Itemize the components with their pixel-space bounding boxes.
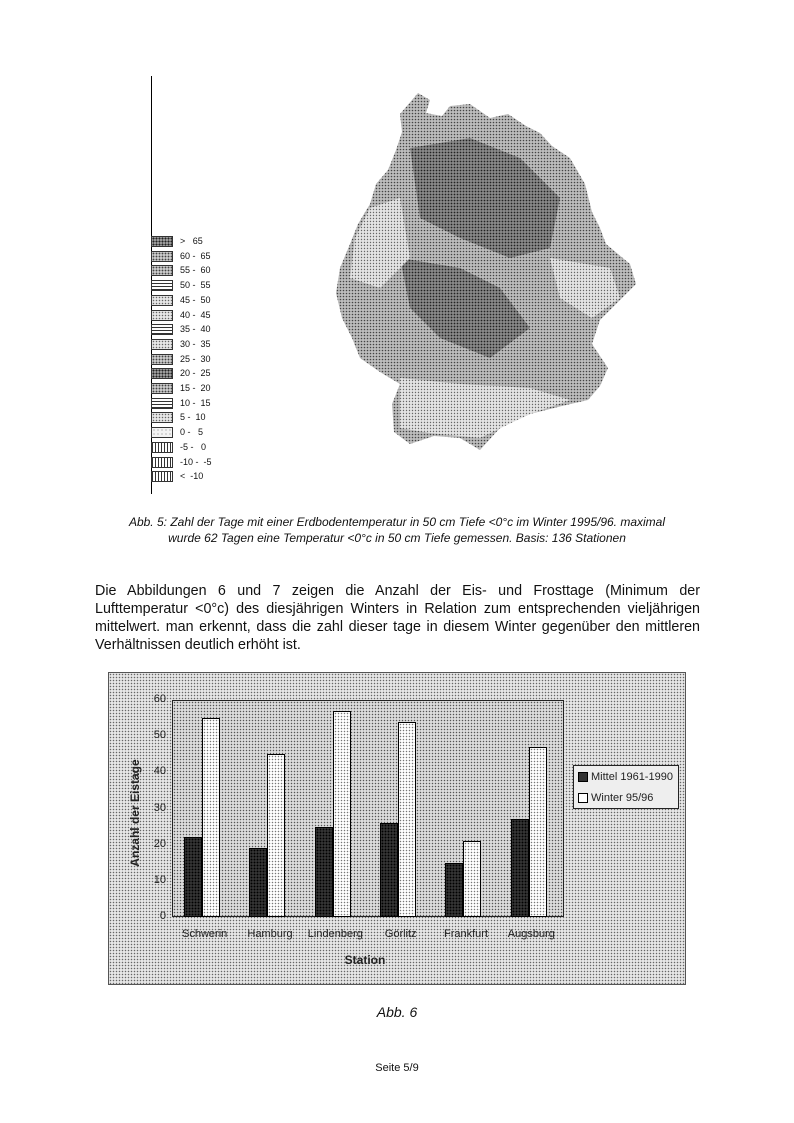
legend-range-label: -5 - 0: [180, 442, 207, 452]
legend-label-winter: Winter 95/96: [591, 792, 654, 804]
legend-range-label: 30 - 35: [180, 339, 211, 349]
legend-range-label: 35 - 40: [180, 324, 211, 334]
figure5-caption: [80, 514, 714, 546]
y-tick-label: 20: [153, 837, 166, 850]
y-tick-label: 30: [153, 801, 166, 814]
legend-swatch-winter: [578, 793, 588, 803]
x-tick-label: Augsburg: [507, 928, 555, 940]
bar-mean: [315, 827, 333, 917]
legend-swatch: [151, 339, 173, 350]
x-tick-label: Görlitz: [384, 928, 417, 940]
legend-swatch: [151, 324, 173, 335]
bar-mean: [445, 863, 463, 917]
legend-range-label: 40 - 45: [180, 310, 211, 320]
x-tick-label: Frankfurt: [443, 928, 488, 940]
y-tick-label: 60: [153, 693, 166, 705]
x-tick-label: Hamburg: [247, 928, 293, 940]
legend-swatch: [151, 295, 173, 306]
bar-mean: [380, 823, 398, 917]
legend-swatch: [151, 412, 173, 423]
x-tick-label: Schwerin: [182, 928, 228, 940]
x-axis-title: Station: [344, 953, 386, 967]
x-tick-label: Lindenberg: [307, 928, 363, 940]
bar-mean: [511, 819, 529, 917]
body-paragraph: Die Abbildungen 6 und 7 zeigen die Anzahl der Eis- und Frosttage (Minimum der Lufttemperatur <0°c) des diesjährigen Winters in Relation zum entsprechenden vieljährigen mittelwert. man erkennt, dass die zahl dieser tage in diesem Winter gegenüber den mittleren Verhältnissen deutlich erhöht ist.: [95, 583, 700, 653]
legend-range-label: 50 - 55: [180, 280, 211, 290]
legend-range-label: 45 - 50: [180, 295, 211, 305]
legend-swatch: [151, 383, 173, 394]
bar-winter: [398, 722, 416, 917]
legend-range-label: 5 - 10: [180, 412, 206, 422]
legend-swatch: [151, 398, 173, 409]
bar-winter: [333, 711, 351, 917]
legend-item-winter: [578, 792, 653, 804]
bar-mean: [184, 837, 202, 917]
legend-swatch: [151, 457, 173, 468]
legend-swatch: [151, 251, 173, 262]
legend-swatch: [151, 354, 173, 365]
figure6-caption: Abb. 6: [376, 1004, 418, 1020]
figure5-caption-line1: Abb. 5: Zahl der Tage mit einer Erdbodentemperatur in 50 cm Tiefe <0°c im Winter 1995/96. maximal: [128, 515, 666, 529]
legend-range-label: 60 - 65: [180, 251, 211, 261]
chart-legend: [573, 765, 679, 809]
legend-swatch-mean: [578, 772, 588, 782]
bar-mean: [249, 848, 267, 917]
y-axis-title: Anzahl der Eistage: [128, 759, 142, 867]
legend-range-label: 20 - 25: [180, 368, 211, 378]
legend-swatch: [151, 427, 173, 438]
y-tick-label: 10: [153, 873, 166, 886]
legend-swatch: [151, 471, 173, 482]
legend-range-label: 15 - 20: [180, 383, 211, 393]
plot-area: [172, 700, 564, 917]
legend-swatch: [151, 265, 173, 276]
legend-range-label: -10 - -5: [180, 457, 212, 467]
bar-winter: [463, 841, 481, 917]
y-tick-label: 40: [153, 765, 166, 778]
legend-swatch: [151, 280, 173, 291]
legend-item-mean: [578, 771, 673, 783]
y-tick-label: 50: [153, 729, 166, 742]
legend-range-label: > 65: [180, 236, 203, 246]
legend-range-label: 0 - 5: [180, 427, 204, 437]
germany-map: [330, 88, 650, 458]
legend-swatch: [151, 442, 173, 453]
figure5-caption-line2: wurde 62 Tagen eine Temperatur <0°c in 50 cm Tiefe gemessen. Basis: 136 Stationen: [168, 531, 626, 545]
legend-label-mean: Mittel 1961-1990: [591, 771, 673, 783]
legend-swatch: [151, 368, 173, 379]
y-tick-label: 0: [159, 910, 166, 922]
bar-winter: [267, 754, 285, 917]
bar-winter: [529, 747, 547, 917]
legend-range-label: 55 - 60: [180, 265, 211, 275]
legend-range-label: 25 - 30: [180, 354, 211, 364]
legend-swatch: [151, 310, 173, 321]
legend-swatch: [151, 236, 173, 247]
legend-range-label: 10 - 15: [180, 398, 211, 408]
bar-winter: [202, 718, 220, 917]
page-footer: Seite 5/9: [375, 1062, 419, 1074]
legend-range-label: < -10: [180, 471, 204, 481]
